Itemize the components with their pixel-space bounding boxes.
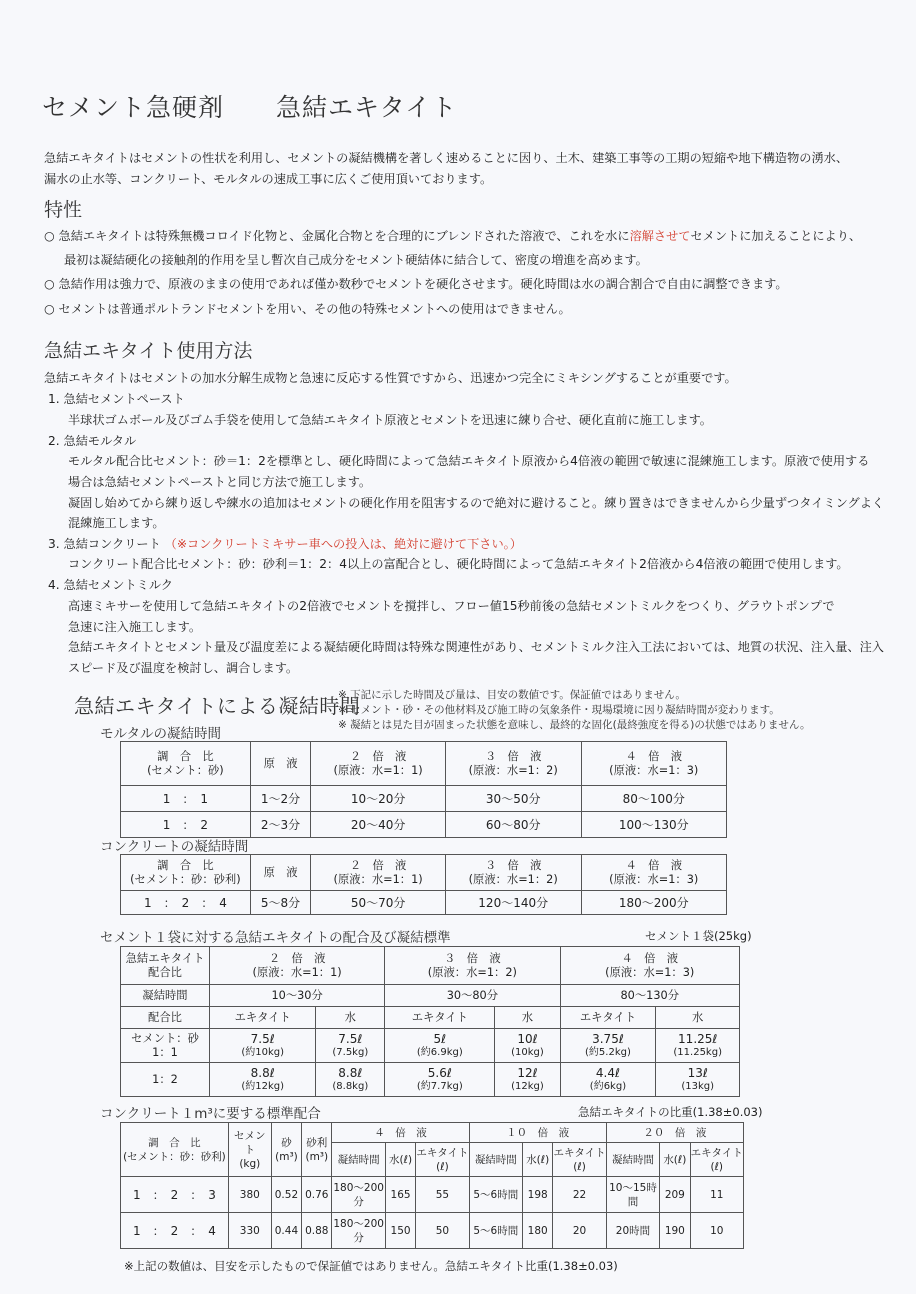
method-4-line-4: スピード及び温度を検討し、調合します。 xyxy=(68,661,299,675)
m3-header-sand: 砂 (m³) xyxy=(271,1123,301,1177)
cell: 7.5ℓ (約10kg) xyxy=(210,1029,316,1063)
cell: 50 xyxy=(416,1213,469,1249)
mortar-header-ratio: 調 合 比 (セメント：砂) xyxy=(121,742,251,786)
setting-note-1: ※ 下記に示した時間及び量は、目安の数値です。保証値ではありません。 xyxy=(338,689,686,701)
footnote: ※上記の数値は、目安を示したもので保証値ではありません。急結エキタイト比重(1.38±0.03) xyxy=(124,1259,618,1273)
cell: 水(ℓ) xyxy=(523,1143,553,1177)
method-3-title xyxy=(48,534,522,555)
intro-line-1: 急結エキタイトはセメントの性状を利用し、セメントの凝結機構を著しく速めることに因り、土木、建築工事等の工期の短縮や地下構造物の湧水、 xyxy=(44,151,849,165)
method-1-line-1: 半球状ゴムボール及びゴム手袋を使用して急結エキタイト原液とセメントを迅速に練り合せ、硬化直前に施工します。 xyxy=(68,413,712,427)
cell: 165 xyxy=(385,1177,415,1213)
cell: 凝結時間 xyxy=(332,1143,385,1177)
perbag-header-x4: ４ 倍 液 (原液：水=1：3) xyxy=(560,947,740,985)
concrete-header-ratio: 調 合 比 (セメント：砂：砂利) xyxy=(121,855,251,891)
cell: 80～100分 xyxy=(581,786,727,812)
m3-caption-right: 急結エキタイトの比重(1.38±0.03) xyxy=(578,1105,763,1119)
cell: エキタイト (ℓ) xyxy=(416,1143,469,1177)
method-3-title-text: 3. 急結コンクリート xyxy=(48,537,161,551)
feature-item-1-text-a: ○ 急結エキタイトは特殊無機コロイド化物と、金属化合物とを合理的にブレンドされた溶液で、これを水に xyxy=(44,229,630,243)
table-row xyxy=(121,985,740,1007)
usage-heading: 急結エキタイト使用方法 xyxy=(44,340,253,362)
cell: 凝結時間 xyxy=(606,1143,659,1177)
table-row xyxy=(121,891,727,915)
cell: 0.44 xyxy=(271,1213,301,1249)
setting-note-2: ※ セメント・砂・その他材料及び施工時の気象条件・現場環境に因り凝結時間が変わります。 xyxy=(338,704,780,716)
perbag-header-x3: ３ 倍 液 (原液：水=1：2) xyxy=(385,947,560,985)
cell: 0.88 xyxy=(302,1213,332,1249)
feature-item-3: ○ セメントは普通ポルトランドセメントを用い、その他の特殊セメントへの使用はできません。 xyxy=(44,302,571,316)
feature-item-1-text-b: セメントに加えることにより、 xyxy=(690,229,862,243)
concrete-header-gen: 原 液 xyxy=(250,855,311,891)
m3-header-x10: １０ 倍 液 xyxy=(469,1123,606,1143)
m3-header-gravel: 砂利 (m³) xyxy=(302,1123,332,1177)
cell: 120～140分 xyxy=(445,891,581,915)
cell: 180～200分 xyxy=(581,891,727,915)
perbag-header-label: 急結エキタイト 配合比 xyxy=(121,947,210,985)
cell: エキタイト (ℓ) xyxy=(690,1143,743,1177)
cell: 11.25ℓ (11.25kg) xyxy=(656,1029,740,1063)
cell: 11 xyxy=(690,1177,743,1213)
cell: 2～3分 xyxy=(250,812,311,838)
m3-mix-table xyxy=(120,1122,744,1249)
mortar-setting-table xyxy=(120,741,727,838)
table-row xyxy=(121,1177,744,1213)
cell: 100～130分 xyxy=(581,812,727,838)
cell: 20～40分 xyxy=(311,812,446,838)
method-4-title: 4. 急結セメントミルク xyxy=(48,578,173,592)
perbag-mix-table xyxy=(120,946,740,1097)
cell: 1：2 xyxy=(121,1063,210,1097)
cell: セメント：砂 1：1 xyxy=(121,1029,210,1063)
method-2-line-2: 場合は急結セメントペーストと同じ方法で施工します。 xyxy=(68,475,372,489)
cell: 20時間 xyxy=(606,1213,659,1249)
cell: 5.6ℓ (約7.7kg) xyxy=(385,1063,495,1097)
cell: 1～2分 xyxy=(250,786,311,812)
mortar-header-gen: 原 液 xyxy=(250,742,311,786)
cell: 10 xyxy=(690,1213,743,1249)
cell: エキタイト (ℓ) xyxy=(553,1143,606,1177)
concrete-setting-table xyxy=(120,854,727,915)
cell: 50～70分 xyxy=(311,891,446,915)
m3-header-x20: ２０ 倍 液 xyxy=(606,1123,743,1143)
cell: 水 xyxy=(316,1007,385,1029)
features-heading: 特性 xyxy=(44,199,83,221)
cell: 180～200分 xyxy=(332,1213,385,1249)
mortar-caption: モルタルの凝結時間 xyxy=(100,726,221,742)
cell: 209 xyxy=(660,1177,690,1213)
cell: 30～80分 xyxy=(385,985,560,1007)
cell: 水 xyxy=(495,1007,560,1029)
perbag-caption-right: セメント１袋(25kg) xyxy=(645,929,752,943)
cell: 8.8ℓ (約12kg) xyxy=(210,1063,316,1097)
cell: 0.52 xyxy=(271,1177,301,1213)
cell: 150 xyxy=(385,1213,415,1249)
cell: 330 xyxy=(228,1213,271,1249)
concrete-header-x2: ２ 倍 液 (原液：水=1：1) xyxy=(311,855,446,891)
cell: 水(ℓ) xyxy=(660,1143,690,1177)
cell: 5ℓ (約6.9kg) xyxy=(385,1029,495,1063)
method-4-line-3: 急結エキタイトとセメント量及び温度差による凝結硬化時間は特殊な関連性があり、セメントミルク注入工法においては、地質の状況、注入量、注入 xyxy=(68,640,884,654)
cell: 0.76 xyxy=(302,1177,332,1213)
method-3-line-1: コンクリート配合比セメント：砂：砂利＝1：2：4以上の富配合とし、硬化時間によって急結エキタイト2倍液から4倍液の範囲で使用します。 xyxy=(68,557,849,571)
cell: 12ℓ (12kg) xyxy=(495,1063,560,1097)
cell: 13ℓ (13kg) xyxy=(656,1063,740,1097)
concrete-header-x4: ４ 倍 液 (原液：水=1：3) xyxy=(581,855,727,891)
table-row xyxy=(121,786,727,812)
cell: 80～130分 xyxy=(560,985,740,1007)
method-2-line-4: 混練施工します。 xyxy=(68,516,165,530)
perbag-caption: セメント１袋に対する急結エキタイトの配合及び凝結標準 xyxy=(100,930,451,946)
cell: 20 xyxy=(553,1213,606,1249)
feature-item-2: ○ 急結作用は強力で、原液のままの使用であれば僅か数秒でセメントを硬化させます。硬化時間は水の調合割合で自由に調整できます。 xyxy=(44,277,788,291)
cell: 水(ℓ) xyxy=(385,1143,415,1177)
cell: 30～50分 xyxy=(445,786,581,812)
cell: 190 xyxy=(660,1213,690,1249)
cell: 1 ： 2 ： 4 xyxy=(121,1213,229,1249)
cell: 1 ： 2 ： 4 xyxy=(121,891,251,915)
cell: 3.75ℓ (約5.2kg) xyxy=(560,1029,656,1063)
cell: 55 xyxy=(416,1177,469,1213)
cell: エキタイト xyxy=(210,1007,316,1029)
cell: 10～15時間 xyxy=(606,1177,659,1213)
cell: 1 ： 2 xyxy=(121,812,251,838)
intro-line-2: 漏水の止水等、コンクリート、モルタルの速成工事に広くご使用頂いております。 xyxy=(44,172,493,186)
method-2-line-3: 凝固し始めてから練り返しや練水の追加はセメントの硬化作用を阻害するので絶対に避けること。練り置きはできませんから少量ずつタイミングよく xyxy=(68,496,885,510)
cell: 5～6時間 xyxy=(469,1177,522,1213)
cell: 22 xyxy=(553,1177,606,1213)
concrete-header-x3: ３ 倍 液 (原液：水=1：2) xyxy=(445,855,581,891)
method-2-line-1: モルタル配合比セメント：砂＝1：2を標準とし、硬化時間によって急結エキタイト原液から4倍液の範囲で敏速に混練施工します。原液で使用する xyxy=(68,454,870,468)
cell: 10～20分 xyxy=(311,786,446,812)
feature-item-1-highlight: 溶解させて xyxy=(629,229,691,243)
method-4-line-1: 高速ミキサーを使用して急結エキタイトの2倍液でセメントを撹拌し、フロー値15秒前後の急結セメントミルクをつくり、グラウトポンプで xyxy=(68,599,835,613)
method-1-title: 1. 急結セメントペースト xyxy=(48,392,185,406)
perbag-header-x2: ２ 倍 液 (原液：水=1：1) xyxy=(210,947,385,985)
m3-caption: コンクリート１m³に要する標準配合 xyxy=(100,1106,321,1122)
cell: 7.5ℓ (7.5kg) xyxy=(316,1029,385,1063)
m3-header-ratio: 調 合 比 (セメント：砂：砂利) xyxy=(121,1123,229,1177)
feature-item-1-cont: 最初は凝結硬化の接触剤的作用を呈し暫次自己成分をセメント硬結体に結合して、密度の増進を高めます。 xyxy=(64,253,648,267)
mortar-header-x4: ４ 倍 液 (原液：水=1：3) xyxy=(581,742,727,786)
cell: 380 xyxy=(228,1177,271,1213)
cell: 水 xyxy=(656,1007,740,1029)
cell: 凝結時間 xyxy=(469,1143,522,1177)
concrete-caption: コンクリートの凝結時間 xyxy=(100,839,249,855)
cell: 配合比 xyxy=(121,1007,210,1029)
cell: エキタイト xyxy=(385,1007,495,1029)
cell: 60～80分 xyxy=(445,812,581,838)
cell: 180～200分 xyxy=(332,1177,385,1213)
cell: 1 ： 2 ： 3 xyxy=(121,1177,229,1213)
cell: 4.4ℓ (約6kg) xyxy=(560,1063,656,1097)
cell: 8.8ℓ (8.8kg) xyxy=(316,1063,385,1097)
cell: 198 xyxy=(523,1177,553,1213)
cell: 10～30分 xyxy=(210,985,385,1007)
setting-time-heading: 急結エキタイトによる凝結時間 xyxy=(74,694,361,718)
table-row xyxy=(121,1213,744,1249)
page-title: セメント急硬剤 急結エキタイト xyxy=(42,93,458,122)
table-row xyxy=(121,1007,740,1029)
cell: 5～8分 xyxy=(250,891,311,915)
feature-item-1 xyxy=(44,226,861,247)
table-row xyxy=(121,1063,740,1097)
cell: 凝結時間 xyxy=(121,985,210,1007)
m3-header-cement: セメント (kg) xyxy=(228,1123,271,1177)
cell: 1 ： 1 xyxy=(121,786,251,812)
setting-note-3: ※ 凝結とは見た目が固まった状態を意味し、最終的な固化(最終強度を得る)の状態ではありません。 xyxy=(338,719,811,731)
method-2-title: 2. 急結モルタル xyxy=(48,434,137,448)
table-row xyxy=(121,812,727,838)
usage-lead: 急結エキタイトはセメントの加水分解生成物と急速に反応する性質ですから、迅速かつ完全にミキシングすることが重要です。 xyxy=(44,371,737,385)
cell: 10ℓ (10kg) xyxy=(495,1029,560,1063)
mortar-header-x2: ２ 倍 液 (原液：水=1：1) xyxy=(311,742,446,786)
method-4-line-2: 急速に注入施工します。 xyxy=(68,620,202,634)
cell: 180 xyxy=(523,1213,553,1249)
method-3-warning: （※コンクリートミキサー車への投入は、絶対に避けて下さい。） xyxy=(164,537,522,551)
m3-header-x4: ４ 倍 液 xyxy=(332,1123,469,1143)
mortar-header-x3: ３ 倍 液 (原液：水=1：2) xyxy=(445,742,581,786)
cell: エキタイト xyxy=(560,1007,656,1029)
table-row xyxy=(121,1029,740,1063)
cell: 5～6時間 xyxy=(469,1213,522,1249)
